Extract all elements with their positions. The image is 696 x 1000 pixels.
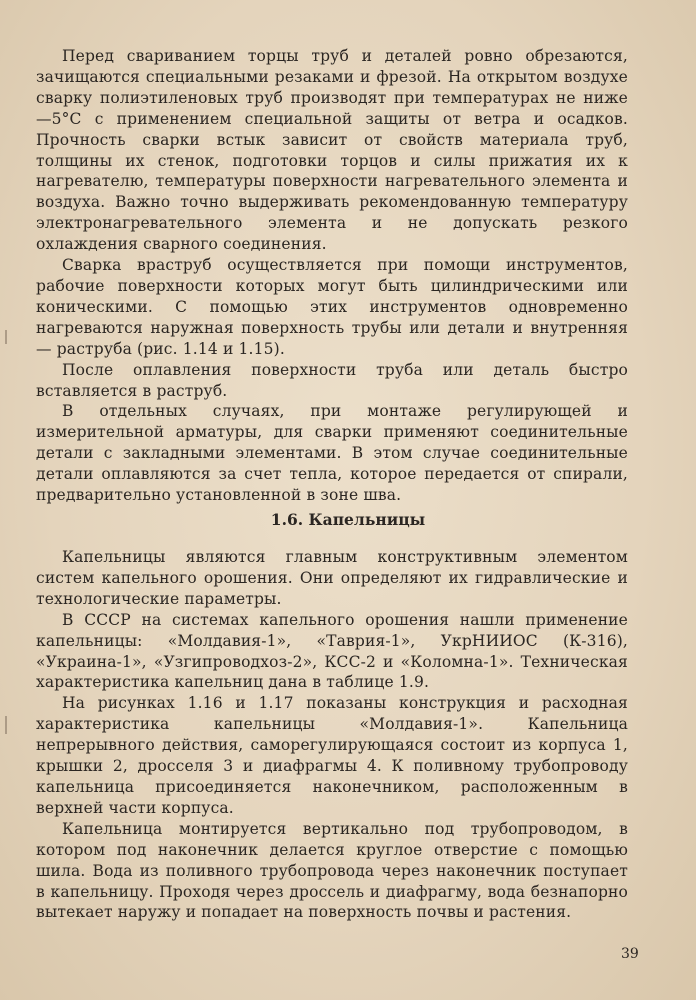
body-text-top: [36, 46, 628, 506]
paragraph: Капельница монтируется вертикально под трубопроводом, в котором под наконечник делается круглое отверстие с помощью шила. Вода из поливного трубопровода через наконечник поступает в капельницу. Проходя через дроссель и диафрагму, вода безнапорно вытекает наружу и попадает на поверхность почвы и растения.: [36, 819, 628, 922]
margin-mark: [5, 716, 7, 734]
page-number: 39: [621, 946, 639, 962]
paragraph: Перед свариванием торцы труб и деталей ровно обрезаются, зачищаются специальными резаками и фрезой. На открытом воздухе сварку полиэтиленовых труб производят при температурах не ниже —5°C с применением специальной защиты от ветра и осадков. Прочность сварки встык зависит от свойств материала труб, толщины их стенок, подготовки торцов и силы прижатия их к нагревателю, температуры поверхности нагревательного элемента и воздуха. Важно точно выдерживать рекомендованную температуру электронагревательного элемента и не допускать резкого охлаждения сварного соединения.: [36, 47, 628, 254]
paragraph: Капельницы являются главным конструктивным элементом систем капельного орошения. Они определяют их гидравлические и технологические параметры.: [36, 548, 628, 608]
paragraph: В отдельных случаях, при монтаже регулирующей и измерительной арматуры, для сварки применяют соединительные детали с закладными элементами. В этом случае соединительные детали оплавляются за счет тепла, которое передается от спирали, предварительно установленной в зоне шва.: [36, 402, 628, 505]
margin-mark: [5, 330, 7, 344]
paragraph: В СССР на системах капельного орошения нашли применение капельницы: «Молдавия-1», «Таврия-1», УкрНИИОС (К-316), «Украина-1», «Узгипроводхоз-2», КСС-2 и «Коломна-1». Техническая характеристика капельниц дана в таблице 1.9.: [36, 610, 628, 692]
body-text-bottom: [36, 547, 628, 923]
paragraph: Сварка враструб осуществляется при помощи инструментов, рабочие поверхности которых могут быть цилиндрическими или коническими. С помощью этих инструментов одновременно нагреваются наружная поверхность трубы или детали и внутренняя — раструба (рис. 1.14 и 1.15).: [36, 256, 628, 358]
paragraph: На рисунках 1.16 и 1.17 показаны конструкция и расходная характеристика капельницы «Молдавия-1». Капельница непрерывного действия, саморегулирующаяся состоит из корпуса 1, крышки 2, дросселя 3 и диафрагмы 4. К поливному трубопроводу капельница присоединяется наконечником, расположенным в верхней части корпуса.: [36, 694, 628, 817]
paragraph: После оплавления поверхности труба или деталь быстро вставляется в раструб.: [36, 360, 628, 400]
section-heading: 1.6. Капельницы: [270, 510, 426, 529]
